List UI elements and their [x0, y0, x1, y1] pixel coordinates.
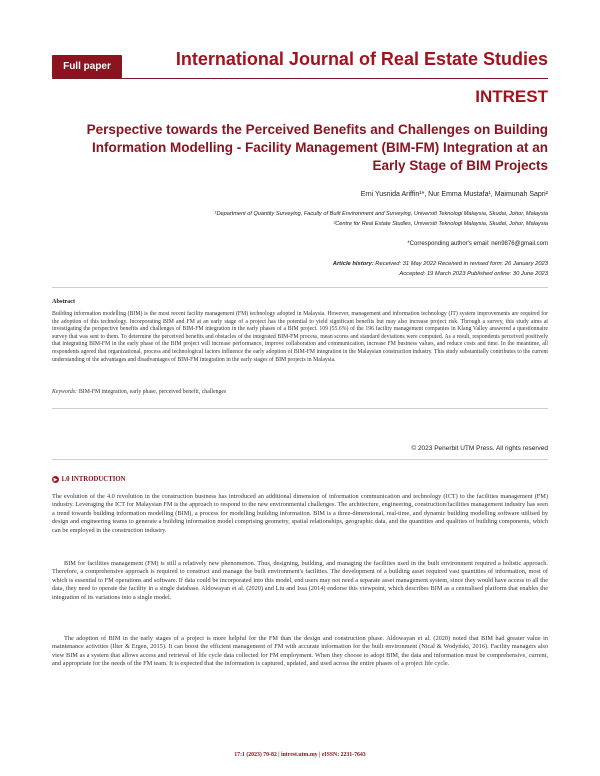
article-history-label: Article history:	[332, 261, 374, 267]
article-history-line-1	[333, 261, 548, 267]
article-type-badge: Full paper	[52, 55, 122, 78]
intro-paragraph-3: The adoption of BIM in the early stages of a project is more helpful for the FM than the design and construction phase. Aldowayan et al. (2020) noted that BIM had greater value in maintenance activities (Ilter & Ergen, 2015). It can boost the efficient management of FM with accurate information for the built environment (Nical & Wodyński, 2016). Facility managers also view BIM as a system that allows access and retrieval of life cycle data collected for FM employment. When they choose to adopt BIM, the data and information must be comprehensive, current, and appropriate for the needs of the FM team. It is expected that the information is captured, updated, and used across the entire phases of a project life cycle.	[52, 635, 548, 668]
intro-paragraph-1: The evolution of the 4.0 revolution in the construction business has introduced an additional dimension of information communication and technology (ICT) to the facilities management (FM) industry. Leveraging the ICT for Malaysian FM is the approach to respond to the new environmental challenges. The architecture, engineering, construction/facilities management industry has seen a trend towards building information modelling (BIM), a process for modelling building information. BIM is a three-dimensional, real-time, and dynamic building modelling software utilised by design and engineering teams to generate a building information model comprising geometry, spatial relationships, geographic data, and the quantities and qualities of building components, which can be employed in the construction industry.	[52, 493, 548, 534]
keywords-value: BIM-FM integration, early phase, perceived benefit, challenges	[78, 389, 227, 395]
abstract-text: Building information modelling (BIM) is the most recent facility management (FM) technology adopted in Malaysia. However, management and information technology (IT) system improvements are required for the adoption of this technology. Incorporating BIM and FM at an early stage of a project has the potential to yield significant benefits but may also increase project risk. Through a survey, this study aims at investigating the perspective benefits and challenges of BIM-FM integration in the early phases of a BIM project. 109 (55.6%) of the 196 facility management companies in Klang Valley answered a questionnaire survey that was sent to them. To determine the perceived benefits and obstacles of the integrated BIM-FM process, mean scores and standard deviations were computed. As a result, respondents perceived positively that integrating BIM-FM in the early phase of the BIM project will increase performance, improve collaboration and communication, increase FM business values, and reduce costs and time. In the meantime, all respondents agreed that organizational, process and technological factors influence the early adoption of BIM-FM integration in the Malaysian construction industry. This study substantially contributes to the current understanding of the advantages and disadvantages of BIM-FM integration in the early stages of BIM projects in Malaysia.	[52, 311, 548, 363]
corresponding-author[interactable]: *Corresponding author's email: nen9876@gmail.com	[407, 241, 548, 247]
intro-paragraph-2: BIM for facilities management (FM) is still a relatively new phenomenon. Thus, designing, building, and managing the facilities used in the built environment required a holistic approach. Therefore, a comprehensive approach is required to construct and manage the built environment's facilities. The development of a building asset required vast quantities of information, most of which is essential to FM operations and software. If data could be incorporated into this model, end users may not need a separate asset management system, since they would have access to all the data, they need to operate the facility in a single database. Aldowayan et al. (2020) and Liu and Issa (2014) endorse this viewpoint, which describes BIM as a centralised platform that enables the integration of its variations into a single model.	[52, 560, 548, 601]
header-rule	[52, 78, 548, 79]
section-heading	[52, 476, 126, 483]
abstract-bottom-rule	[52, 408, 548, 409]
keywords	[52, 389, 226, 395]
abstract-top-rule	[52, 287, 548, 288]
affiliation-1: ¹Department of Quantity Surveying, Faculty of Built Environment and Surveying, Universiti Teknologi Malaysia, Skudai, Johor, Malaysia	[214, 211, 548, 217]
page-footer: 17:1 (2023) 70-82 | intrest.utm.my | eISSN: 2231-7643	[234, 752, 366, 758]
article-history-dates-1: Received: 31 May 2022 Received in revised form: 26 January 2023	[375, 261, 548, 267]
section-heading-text: 1.0 INTRODUCTION	[61, 476, 126, 483]
keywords-label: Keywords:	[52, 389, 77, 395]
journal-acronym: INTREST	[475, 87, 548, 106]
author-list: Erni Yusnida Ariffin¹*, Nur Emma Mustafa¹, Maimunah Sapri²	[360, 191, 548, 198]
copyright-rule	[52, 459, 548, 460]
article-history-line-2: Accepted: 19 March 2023 Published online: 30 June 2023	[399, 271, 548, 277]
abstract-heading: Abstract	[52, 298, 76, 305]
journal-title[interactable]: International Journal of Real Estate Studies	[175, 49, 548, 69]
affiliation-2: ²Centre for Real Estate Studies, Universiti Teknologi Malaysia, Skudai, Johor, Malaysia	[333, 221, 548, 227]
section-bullet-icon: ▶	[53, 476, 58, 483]
copyright-notice: © 2023 Penerbit UTM Press. All rights reserved	[411, 445, 548, 452]
article-title: Perspective towards the Perceived Benefits and Challenges on Building Information Modelling - Facility Management (BIM-FM) Integration at an Early Stage of BIM Projects	[86, 122, 548, 173]
